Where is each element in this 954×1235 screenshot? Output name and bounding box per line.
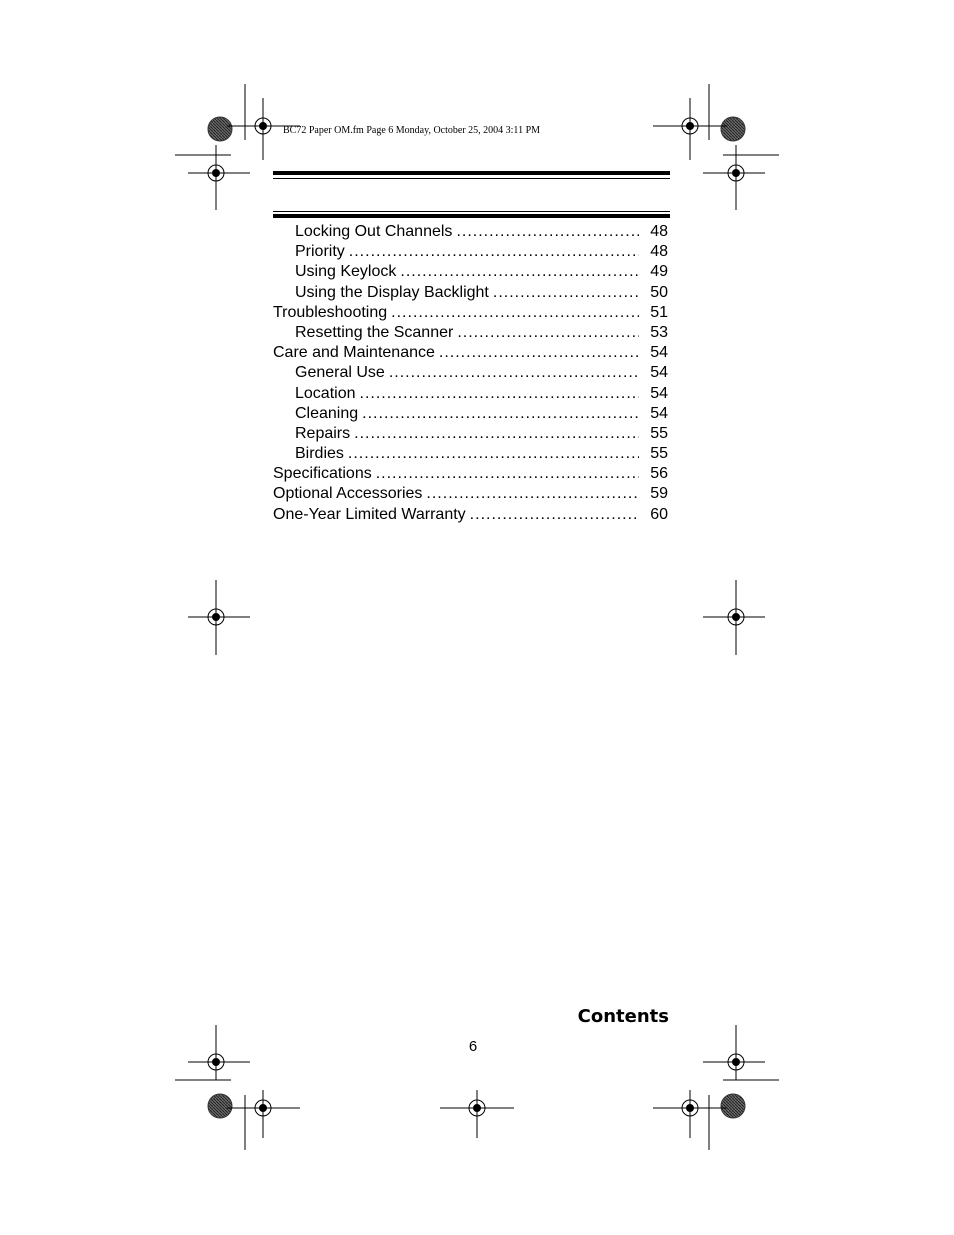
registration-mark-icon xyxy=(227,1090,300,1138)
toc-entry-page: 54 xyxy=(650,344,668,362)
toc-entry-label: Specifications xyxy=(273,465,372,483)
toc-entry-label: Care and Maintenance xyxy=(273,344,435,362)
toc-entry-label: Repairs xyxy=(295,424,351,442)
toc-entry-page: 48 xyxy=(650,223,668,240)
toc-leader-dots xyxy=(457,323,639,343)
toc-entry-label: Cleaning xyxy=(295,404,359,422)
section-title: Contents xyxy=(577,1006,669,1027)
toc-leader-dots xyxy=(439,343,639,363)
toc-entry xyxy=(273,505,668,525)
toc-leader-dots xyxy=(348,444,639,464)
registration-mark-icon xyxy=(440,1090,514,1138)
crop-marks-top xyxy=(175,84,779,155)
toc-entry xyxy=(273,484,668,504)
toc-leader-dots xyxy=(391,303,639,323)
registration-mark-icon xyxy=(188,1025,250,1080)
toc-rule-thick xyxy=(273,214,670,218)
toc-entry-label: One-Year Limited Warranty xyxy=(273,505,466,523)
header-rule-thin xyxy=(273,178,670,179)
toc-entry xyxy=(273,363,668,383)
starburst-icon xyxy=(208,1094,232,1118)
print-slug: BC72 Paper OM.fm Page 6 Monday, October 25, 2004 3:11 PM xyxy=(283,125,541,136)
toc-rule-thin xyxy=(273,211,670,212)
toc-entry xyxy=(273,464,668,484)
toc-entry-label: Using Keylock xyxy=(295,263,397,281)
starburst-icon xyxy=(721,1094,745,1118)
toc-entry-page: 56 xyxy=(650,465,668,483)
toc-entry xyxy=(273,424,668,444)
toc-entry xyxy=(273,242,668,262)
toc-entry-label: Using the Display Backlight xyxy=(295,283,489,301)
toc-leader-dots xyxy=(362,404,639,424)
toc-entry-label: Locking Out Channels xyxy=(295,223,453,240)
toc-leader-dots xyxy=(426,484,639,504)
starburst-icon xyxy=(208,117,232,141)
toc-entry xyxy=(273,303,668,323)
registration-mark-icon xyxy=(703,580,765,655)
registration-mark-icon xyxy=(188,580,250,655)
toc-entry xyxy=(273,343,668,363)
toc-entry-page: 53 xyxy=(650,323,668,341)
toc-entry-page: 60 xyxy=(650,505,668,523)
toc-leader-dots xyxy=(400,262,639,282)
toc-entry-page: 54 xyxy=(650,404,668,422)
toc-entry xyxy=(273,404,668,424)
registration-mark-icon xyxy=(703,1025,765,1080)
toc-entry-page: 55 xyxy=(650,445,668,463)
toc-entry-label: Resetting the Scanner xyxy=(295,323,454,341)
toc-entry-page: 50 xyxy=(650,283,668,301)
toc-entry-label: General Use xyxy=(295,364,385,382)
header-rule-thick xyxy=(273,171,670,175)
toc-entry-page: 54 xyxy=(650,384,668,402)
toc-leader-dots xyxy=(389,363,639,383)
starburst-icon xyxy=(721,117,745,141)
toc-leader-dots xyxy=(349,242,639,262)
toc-entry-page: 51 xyxy=(650,303,668,321)
toc-entry-page: 54 xyxy=(650,364,668,382)
registration-mark-icon xyxy=(653,98,727,160)
toc-leader-dots xyxy=(376,464,639,484)
toc-entry xyxy=(273,323,668,343)
toc-entry-label: Priority xyxy=(295,243,345,261)
toc-entry-page: 48 xyxy=(650,243,668,261)
toc-leader-dots xyxy=(493,283,639,303)
page-number: 6 xyxy=(468,1038,478,1055)
toc-leader-dots xyxy=(456,222,639,242)
toc-entry-label: Location xyxy=(295,384,356,402)
toc-leader-dots xyxy=(354,424,639,444)
toc-entry xyxy=(273,222,668,242)
toc-entry xyxy=(273,444,668,464)
registration-mark-icon xyxy=(653,1090,727,1138)
toc-entry-page: 49 xyxy=(650,263,668,281)
toc-entry xyxy=(273,262,668,282)
toc-entry-page: 59 xyxy=(650,485,668,503)
toc-entry xyxy=(273,283,668,303)
toc-entry-label: Birdies xyxy=(295,445,344,463)
table-of-contents xyxy=(273,222,668,525)
toc-entry-label: Troubleshooting xyxy=(273,303,388,321)
toc-entry-page: 55 xyxy=(650,424,668,442)
toc-entry-label: Optional Accessories xyxy=(273,485,423,503)
toc-leader-dots xyxy=(360,384,640,404)
toc-entry xyxy=(273,384,668,404)
toc-leader-dots xyxy=(470,505,639,525)
